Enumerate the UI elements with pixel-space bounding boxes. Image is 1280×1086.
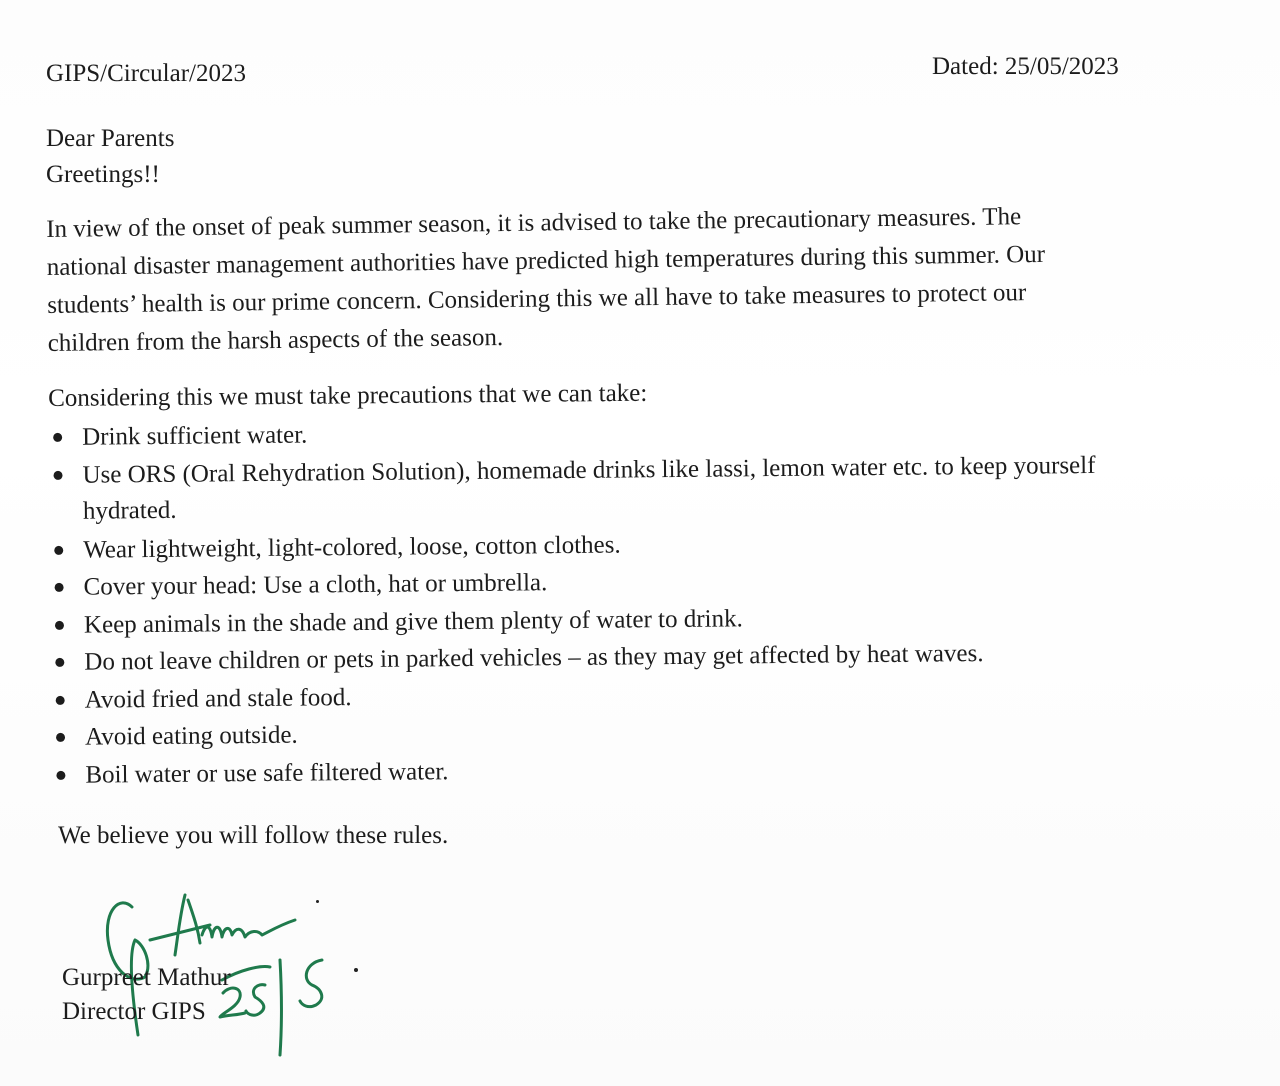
list-item [50,446,1251,533]
signature-stroke [202,920,295,937]
list-item-text: Cover your head: Use a cloth, hat or umbrella. [83,569,548,601]
bullet-icon [55,658,64,667]
signatory-title: Director GIPS [62,998,206,1025]
signature-stroke [300,960,322,1007]
signature-stroke [188,900,200,943]
list-item-text: Do not leave children or pets in parked vehicles – as they may get affected by heat waves. [84,640,984,676]
intro-paragraph [46,196,1238,364]
signature-stroke [175,895,185,955]
list-item-text: Avoid fried and stale food. [84,683,352,714]
intro-line: national disaster management authorities have predicted high temperatures during this summer. Our [46,240,1046,281]
precautions-list [50,408,1254,795]
bullet-icon [55,583,64,592]
greeting: Greetings!! [46,161,160,188]
list-item-text: Avoid eating outside. [84,721,298,751]
bullet-icon [56,770,65,779]
list-item-text: Use ORS (Oral Rehydration Solution), homemade drinks like lassi, lemon water etc. to keep yourself [82,451,1096,489]
ink-speck [354,968,358,972]
signature-stroke [280,960,282,1055]
signature-stroke [246,985,265,1016]
ink-speck [316,900,319,903]
precautions-lead: Considering this we must take precautions that we can take: [48,379,648,412]
list-item-text: Boil water or use safe filtered water. [85,757,449,789]
bullet-icon [56,695,65,704]
intro-line: In view of the onset of peak summer season, it is advised to take the precautionary measures. The [46,203,1022,243]
list-item-text-continued: hydrated. [82,496,177,525]
bullet-icon [55,620,64,629]
list-item-text: Keep animals in the shade and give them plenty of water to drink. [83,604,743,639]
bullet-icon [54,545,63,554]
list-item-text: Drink sufficient water. [82,421,308,451]
circular-reference: GIPS/Circular/2023 [46,60,246,87]
bullet-icon [56,733,65,742]
bullet-icon [53,433,62,442]
closing-line: We believe you will follow these rules. [58,822,449,849]
bullet-icon [53,470,62,479]
circular-date: Dated: 25/05/2023 [932,53,1119,80]
salutation: Dear Parents [46,125,175,152]
intro-line: students’ health is our prime concern. Considering this we all have to take measures to protect our [47,279,1027,319]
intro-line: children from the harsh aspects of the season. [47,324,504,357]
list-item-text: Wear lightweight, light-colored, loose, cotton clothes. [83,531,621,564]
signatory-name: Gurpreet Mathur [62,964,231,991]
